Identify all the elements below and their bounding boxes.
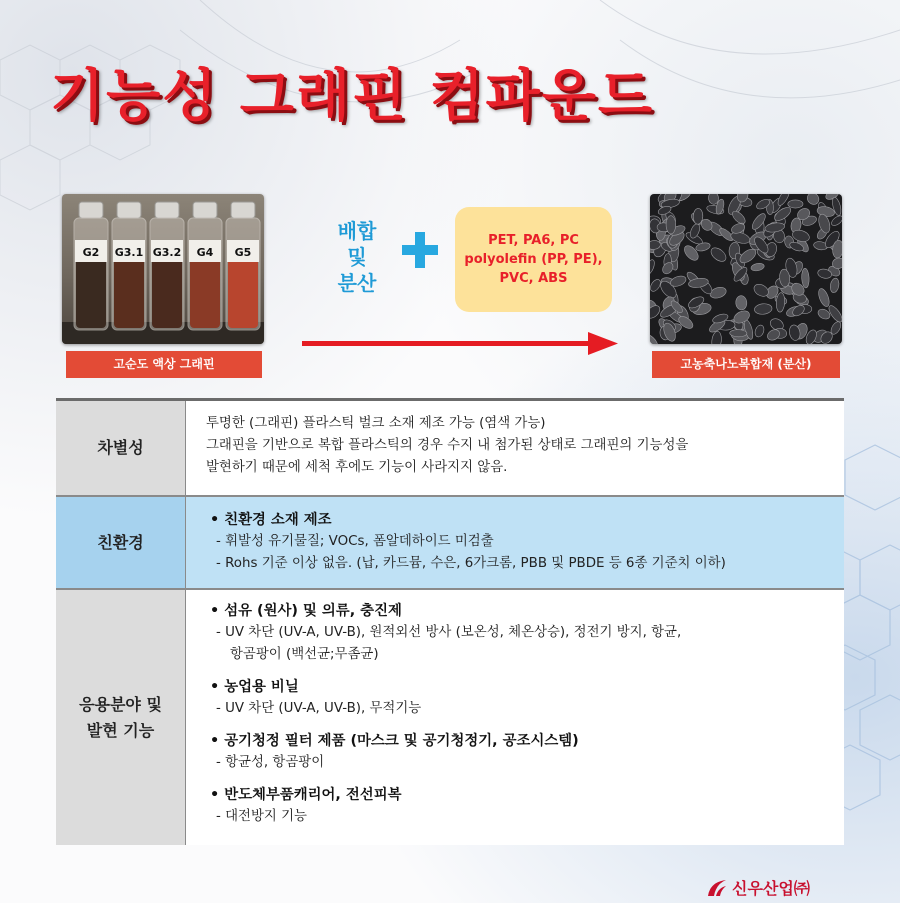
pellet (776, 292, 786, 312)
vial-label-text: G4 (196, 246, 214, 259)
process-arrow-icon (302, 330, 618, 358)
row-body (186, 497, 844, 588)
vial-liquid (190, 256, 220, 328)
company-logo (706, 876, 810, 899)
nanocomposite-pellets-photo (650, 194, 842, 344)
vial-label-text: G5 (234, 246, 252, 259)
material-line: PVC, ABS (499, 271, 568, 286)
bullet-item: • 친환경 소재 제조 (210, 512, 332, 528)
vial-liquid (76, 256, 106, 328)
row-header-eco-friendly: 친환경 (56, 497, 186, 588)
mix-and-disperse-label: 배합 및 분산 (337, 219, 377, 295)
resin-materials-box (455, 207, 612, 312)
table-row (56, 401, 844, 495)
text-line: 그래핀을 기반으로 복합 플라스틱의 경우 수지 내 첨가된 상태로 그래핀의 기능성을 (206, 438, 689, 453)
vial-liquid (228, 256, 258, 328)
table-row (56, 588, 844, 845)
sub-item: 항곰팡이 (백선균;무좀균) (230, 647, 379, 662)
pellet (735, 295, 747, 310)
pellet (754, 303, 773, 315)
sub-item: - UV 차단 (UV-A, UV-B), 원적외선 방사 (보온성, 체온상승), 정전기 방지, 항균, (216, 625, 682, 640)
vial-liquid (114, 256, 144, 328)
vial-label-text: G2 (82, 246, 100, 259)
vial-cap (193, 202, 217, 218)
pellet (750, 262, 765, 272)
bullet-item: • 섬유 (원사) 및 의류, 충진제 (210, 603, 402, 619)
bullet-item: • 반도체부품캐리어, 전선피복 (210, 787, 402, 803)
pellet (709, 245, 729, 264)
vial-label-text: G3.2 (152, 246, 182, 259)
pellets-illustration (650, 194, 842, 344)
pellet (801, 268, 809, 288)
liquid-graphene-vials-photo (62, 194, 264, 344)
pellet (730, 329, 747, 336)
sub-item: - Rohs 기준 이상 없음. (납, 카드뮴, 수은, 6가크롬, PBB 및 PBDE 등 6종 기준치 이하) (216, 556, 726, 571)
vial-cap (155, 202, 179, 218)
page-title: 기능성 그래핀 컴파운드 (50, 64, 654, 129)
vial-cap (231, 202, 255, 218)
left-photo-caption: 고순도 액상 그래핀 (66, 351, 262, 378)
pellet (788, 200, 803, 208)
material-line: polyolefin (PP, PE), (464, 252, 603, 267)
table-row (56, 495, 844, 588)
sub-item: - 휘발성 유기물질; VOCs, 폼알데하이드 미검출 (216, 534, 494, 549)
vial-cap (79, 202, 103, 218)
vial-cap (117, 202, 141, 218)
right-photo-caption: 고농축나노복합재 (분산) (652, 351, 840, 378)
sub-item: - UV 차단 (UV-A, UV-B), 무적기능 (216, 701, 422, 716)
vial-label-text: G3.1 (114, 246, 144, 259)
company-name: 신우산업㈜ (732, 879, 810, 898)
pellet (829, 277, 840, 293)
bullet-item: • 농업용 비닐 (210, 679, 299, 695)
pellet (753, 324, 765, 338)
row-header-applications: 응용분야 및 발현 기능 (56, 590, 186, 845)
shinwoo-logo-icon (706, 878, 728, 898)
sub-item: - 대전방지 기능 (216, 809, 307, 824)
pellet (650, 259, 656, 276)
bullet-item: • 공기청정 필터 제품 (마스크 및 공기청정기, 공조시스템) (210, 733, 579, 749)
vials-illustration (62, 194, 264, 344)
plus-icon (398, 228, 442, 272)
row-header-differentiation: 차별성 (56, 401, 186, 495)
pellet (666, 216, 676, 234)
properties-table (56, 398, 844, 845)
sub-item: - 항균성, 항곰팡이 (216, 755, 325, 770)
pellet (816, 287, 831, 308)
pellet (711, 331, 723, 344)
vial-liquid (152, 256, 182, 328)
material-line: PET, PA6, PC (488, 233, 579, 248)
row-body (186, 401, 844, 495)
text-line: 투명한 (그래핀) 플라스틱 벌크 소재 제조 가능 (염색 가능) (206, 416, 546, 431)
pellet (650, 332, 660, 344)
row-body (186, 590, 844, 845)
text-line: 발현하기 때문에 세척 후에도 기능이 사라지지 않음. (206, 460, 508, 475)
